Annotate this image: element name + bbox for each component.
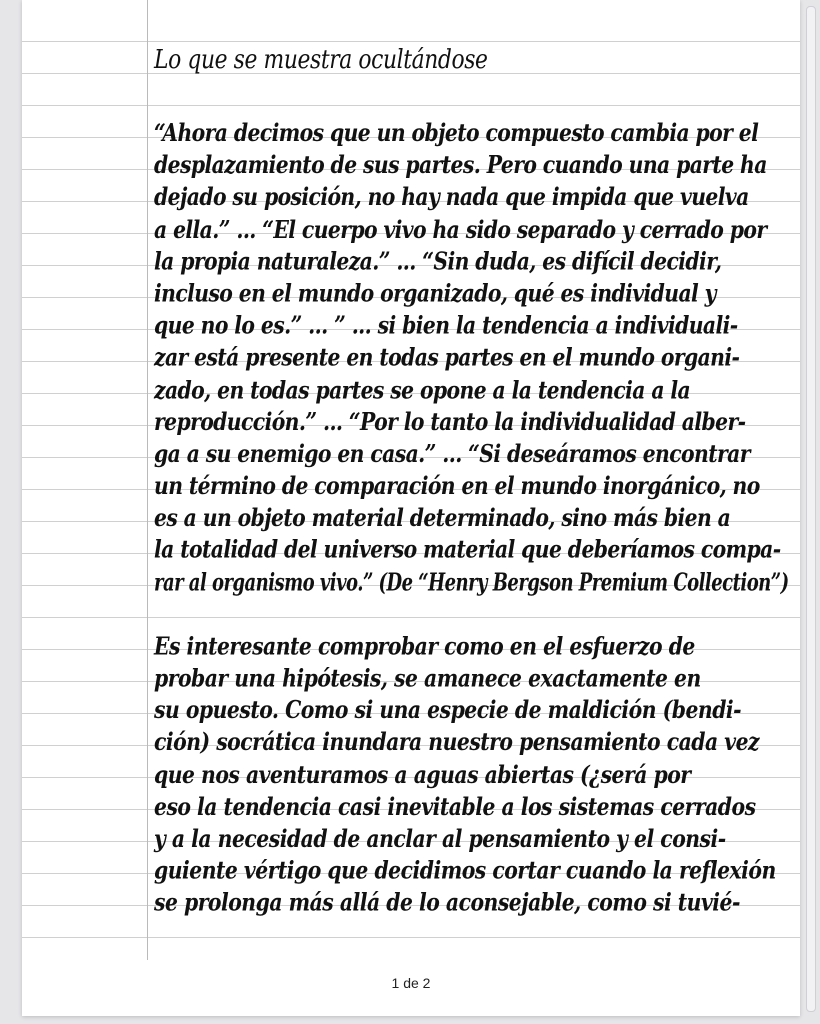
text-line: incluso en el mundo organizado, qué es individual y — [154, 279, 716, 308]
text-line: es a un objeto material determinado, sino más bien a — [154, 503, 731, 532]
page-title: Lo que se muestra ocultándose — [154, 45, 488, 76]
paragraph-reflection — [154, 631, 794, 920]
text-line: ción) socrática inundara nuestro pensamiento cada vez — [154, 728, 760, 757]
text-line: eso la tendencia casi inevitable a los sistemas cerrados — [154, 792, 756, 821]
text-line: zado, en todas partes se opone a la tendencia a la — [154, 375, 691, 404]
page-margin-line — [147, 0, 148, 960]
paragraph-quote — [154, 118, 794, 599]
text-line: desplazamiento de sus partes. Pero cuando una parte ha — [154, 150, 767, 180]
text-line: que no lo es.” ... ” ... si bien la tendencia a individuali- — [154, 311, 738, 340]
vertical-scrollbar[interactable] — [806, 6, 816, 1012]
text-line: “Ahora decimos que un objeto compuesto cambia por el — [154, 118, 759, 148]
page-indicator: 1 de 2 — [391, 975, 431, 991]
text-line: la totalidad del universo material que deberíamos compa- — [154, 535, 781, 565]
paragraph-gap — [154, 599, 794, 631]
text-line: rar al organismo vivo.” (De “Henry Bergson Premium Collection”) — [154, 567, 789, 597]
text-line: zar está presente en todas partes en el mundo organi- — [154, 343, 740, 372]
handwritten-text — [154, 42, 794, 919]
text-line: se prolonga más allá de lo aconsejable, como si tuvié- — [154, 888, 740, 917]
text-line: a ella.” ... “El cuerpo vivo ha sido separado y cerrado por — [154, 214, 767, 244]
text-line: que nos aventuramos a aguas abiertas (¿será por — [154, 760, 691, 789]
text-line: ga a su enemigo en casa.” ... “Si deseáramos encontrar — [154, 439, 750, 468]
text-line: la propia naturaleza.” ... “Sin duda, es difícil decidir, — [154, 247, 722, 276]
text-line: un término de comparación en el mundo inorgánico, no — [154, 471, 760, 500]
notebook-page — [22, 0, 800, 1016]
text-line: dejado su posición, no hay nada que impida que vuelva — [154, 182, 749, 212]
text-line: reproducción.” ... “Por lo tanto la individualidad alber- — [154, 407, 746, 436]
text-line: su opuesto. Como si una especie de maldición (bendi- — [154, 695, 742, 725]
text-line: guiente vértigo que decidimos cortar cuando la reflexión — [154, 856, 776, 885]
text-line: probar una hipótesis, se amanece exactamente en — [154, 663, 701, 693]
text-line: Es interesante comprobar como en el esfuerzo de — [154, 631, 695, 661]
text-line: y a la necesidad de anclar al pensamiento y el consi- — [154, 824, 726, 853]
